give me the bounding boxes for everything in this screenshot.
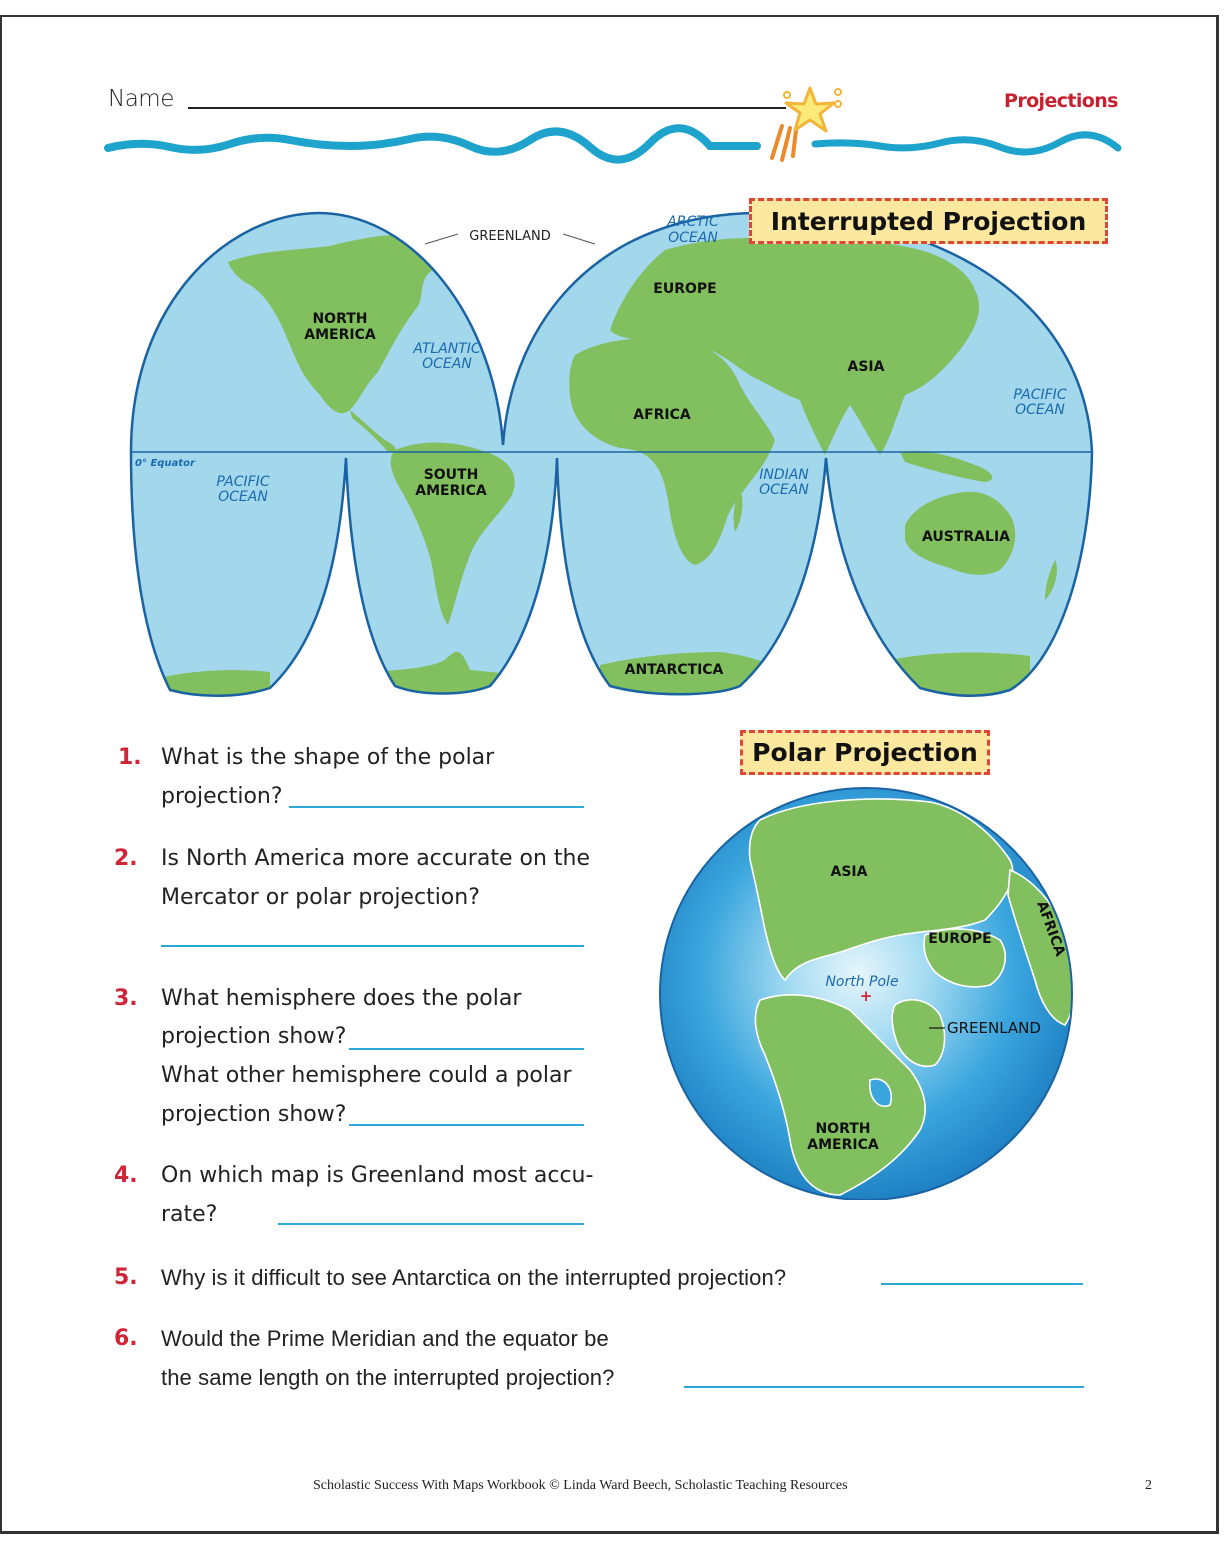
question-number: 5.: [114, 1265, 138, 1290]
arctic-ocean-label-2: OCEAN: [668, 230, 718, 246]
polar-north-america-label-2: AMERICA: [807, 1137, 879, 1153]
interrupted-projection-title: Interrupted Projection: [749, 198, 1108, 244]
answer-line-6[interactable]: [684, 1386, 1084, 1388]
europe-label: EUROPE: [653, 281, 717, 297]
north-america-label-2: AMERICA: [304, 327, 376, 343]
atlantic-ocean-label-2: OCEAN: [422, 356, 472, 372]
equator-label: 0° Equator: [135, 458, 195, 469]
answer-line-2[interactable]: [161, 945, 584, 947]
indian-ocean-label: INDIAN: [759, 467, 809, 483]
question-text: Would the Prime Meridian and the equator be: [161, 1326, 609, 1351]
topic-title: Projections: [1004, 90, 1118, 112]
answer-line-1[interactable]: [289, 806, 584, 808]
page-number: 2: [1145, 1478, 1152, 1493]
question-text: projection?: [161, 784, 283, 809]
south-america-label: SOUTH: [423, 467, 479, 483]
question-text: the same length on the interrupted projection?: [161, 1365, 615, 1390]
question-number: 3.: [114, 986, 138, 1011]
question-number: 2.: [114, 846, 138, 871]
atlantic-ocean-label: ATLANTIC: [413, 341, 481, 357]
indian-ocean-label-2: OCEAN: [759, 482, 809, 498]
answer-line-3a[interactable]: [349, 1048, 584, 1050]
polar-asia-label: ASIA: [830, 864, 868, 880]
question-text: projection show?: [161, 1102, 347, 1127]
answer-line-4[interactable]: [278, 1223, 584, 1225]
south-america-label-2: AMERICA: [415, 483, 487, 499]
question-text: What is the shape of the polar: [161, 745, 495, 770]
question-number: 4.: [114, 1163, 138, 1188]
question-text: What other hemisphere could a polar: [161, 1063, 572, 1088]
question-text: On which map is Greenland most accu-: [161, 1163, 594, 1188]
asia-label: ASIA: [847, 359, 885, 375]
polar-europe-label: EUROPE: [928, 931, 992, 947]
polar-north-america-label: NORTH: [815, 1121, 871, 1137]
name-label: Name: [108, 86, 174, 112]
question-number: 1.: [118, 745, 142, 770]
pacific-ocean-west-label-2: OCEAN: [218, 489, 268, 505]
pacific-ocean-east-label: PACIFIC: [1013, 387, 1067, 403]
pacific-ocean-east-label-2: OCEAN: [1015, 402, 1065, 418]
answer-line-3b[interactable]: [349, 1124, 584, 1126]
polar-africa-label: AFRICA: [1033, 898, 1068, 959]
polar-projection-title: Polar Projection: [740, 730, 990, 775]
north-pole-marker-icon: +: [859, 987, 873, 1005]
africa-label: AFRICA: [633, 407, 691, 423]
north-america-label: NORTH: [312, 311, 368, 327]
question-text: rate?: [161, 1202, 218, 1227]
greenland-label: GREENLAND: [469, 229, 551, 244]
australia-label: AUSTRALIA: [922, 529, 1010, 545]
answer-line-5[interactable]: [881, 1283, 1083, 1285]
question-text: Why is it difficult to see Antarctica on the interrupted projection?: [161, 1265, 787, 1290]
question-text: projection show?: [161, 1024, 347, 1049]
question-number: 6.: [114, 1326, 138, 1351]
antarctica-label: ANTARCTICA: [624, 662, 724, 678]
question-text: Is North America more accurate on the: [161, 846, 590, 871]
pacific-ocean-west-label: PACIFIC: [216, 474, 270, 490]
footer-credit: Scholastic Success With Maps Workbook © Linda Ward Beech, Scholastic Teaching Resources: [313, 1478, 848, 1493]
arctic-ocean-label: ARCTIC: [667, 214, 719, 230]
north-pole-label: North Pole: [825, 974, 899, 990]
question-text: Mercator or polar projection?: [161, 885, 480, 910]
question-text: What hemisphere does the polar: [161, 986, 522, 1011]
polar-greenland-label: GREENLAND: [947, 1019, 1041, 1037]
